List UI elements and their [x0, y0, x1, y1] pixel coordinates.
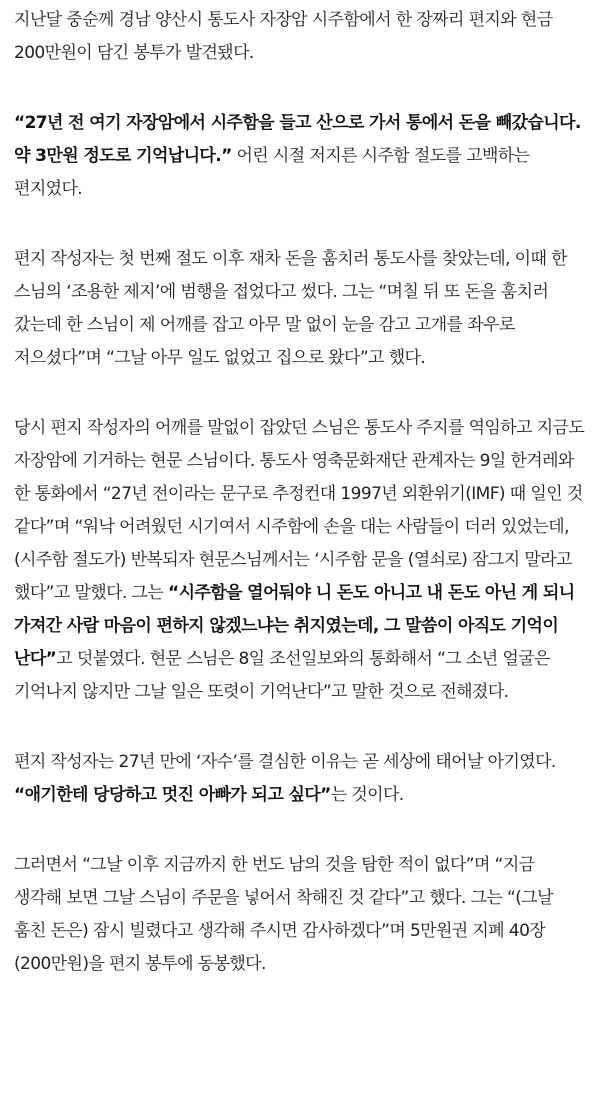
- text-run: 편지 작성자는 첫 번째 절도 이후 재차 돈을 훔치러 통도사를 찾았는데, 이때 한 스님의 ‘조용한 제지’에 범행을 접었다고 썼다. 그는 “며칠 뒤 또 돈을 훔치러 갔는데 한 스님이 제 어깨를 잡고 아무 말 없이 눈을 감고 고개를 좌우로 저으셨다”며 “그날 아무 일도 없었고 집으로 왔다”고 했다.: [14, 249, 567, 368]
- text-run: 는 것이다.: [330, 785, 404, 805]
- paragraph-5: [14, 746, 586, 812]
- text-run: 그러면서 “그날 이후 지금까지 한 번도 남의 것을 탐한 적이 없다”며 “지금 생각해 보면 그날 스님이 주문을 넣어서 착해진 것 같다”고 했다. 그는 “(그날 훔친 돈은) 잠시 빌렸다고 생각해 주시면 감사하겠다”며 5만원권 지폐 40장(200만원)을 편지 봉투에 동봉했다.: [14, 855, 553, 974]
- text-run: 지난달 중순께 경남 양산시 통도사 자장암 시주함에서 한 장짜리 편지와 현금 200만원이 담긴 봉투가 발견됐다.: [14, 10, 553, 63]
- text-run: 편지 작성자는 27년 만에 ‘자수’를 결심한 이유는 곧 세상에 태어날 아기였다.: [14, 752, 556, 772]
- text-run: 고 덧붙였다. 현문 스님은 8일 조선일보와의 통화해서 “그 소년 얼굴은 기억나지 않지만 그날 일은 또렷이 기억난다”고 말한 것으로 전해졌다.: [14, 649, 550, 702]
- paragraph-1: [14, 4, 586, 70]
- text-run: 당시 편지 작성자의 어깨를 말없이 잡았던 스님은 통도사 주지를 역임하고 지금도 자장암에 기거하는 현문 스님이다. 통도사 영축문화재단 관계자는 9일 한겨레와 한 통화에서 “27년 전이라는 문구로 추정컨대 1997년 외환위기(IMF) 때 일인 것 같다”며 “워낙 어려웠던 시기여서 시주함에 손을 대는 사람들이 더러 있었는데, (시주함 절도가) 반복되자 현문스님께서는 ‘시주함 문을 (열쇠로) 잠그지 말라고 했다”고 말했다. 그는: [14, 418, 585, 603]
- quote-bold: “애기한테 당당하고 멋진 아빠가 되고 싶다”: [14, 785, 331, 805]
- paragraph-6: [14, 849, 586, 981]
- paragraph-3: [14, 243, 586, 375]
- text-run: 어린 시절 저지른 시주함 절도를 고백하는 편지였다.: [14, 146, 530, 199]
- paragraph-2: [14, 107, 586, 206]
- quote-bold: “27년 전 여기 자장암에서 시주함을 들고 산으로 가서 통에서 돈을 빼갔습니다. 약 3만원 정도로 기억납니다.”: [14, 113, 581, 166]
- quote-bold: “시주함을 열어둬야 니 돈도 아니고 내 돈도 아닌 게 되니 가져간 사람 마음이 편하지 않겠느냐는 취지였는데, 그 말씀이 아직도 기억이 난다”: [14, 583, 575, 669]
- paragraph-4: [14, 412, 586, 709]
